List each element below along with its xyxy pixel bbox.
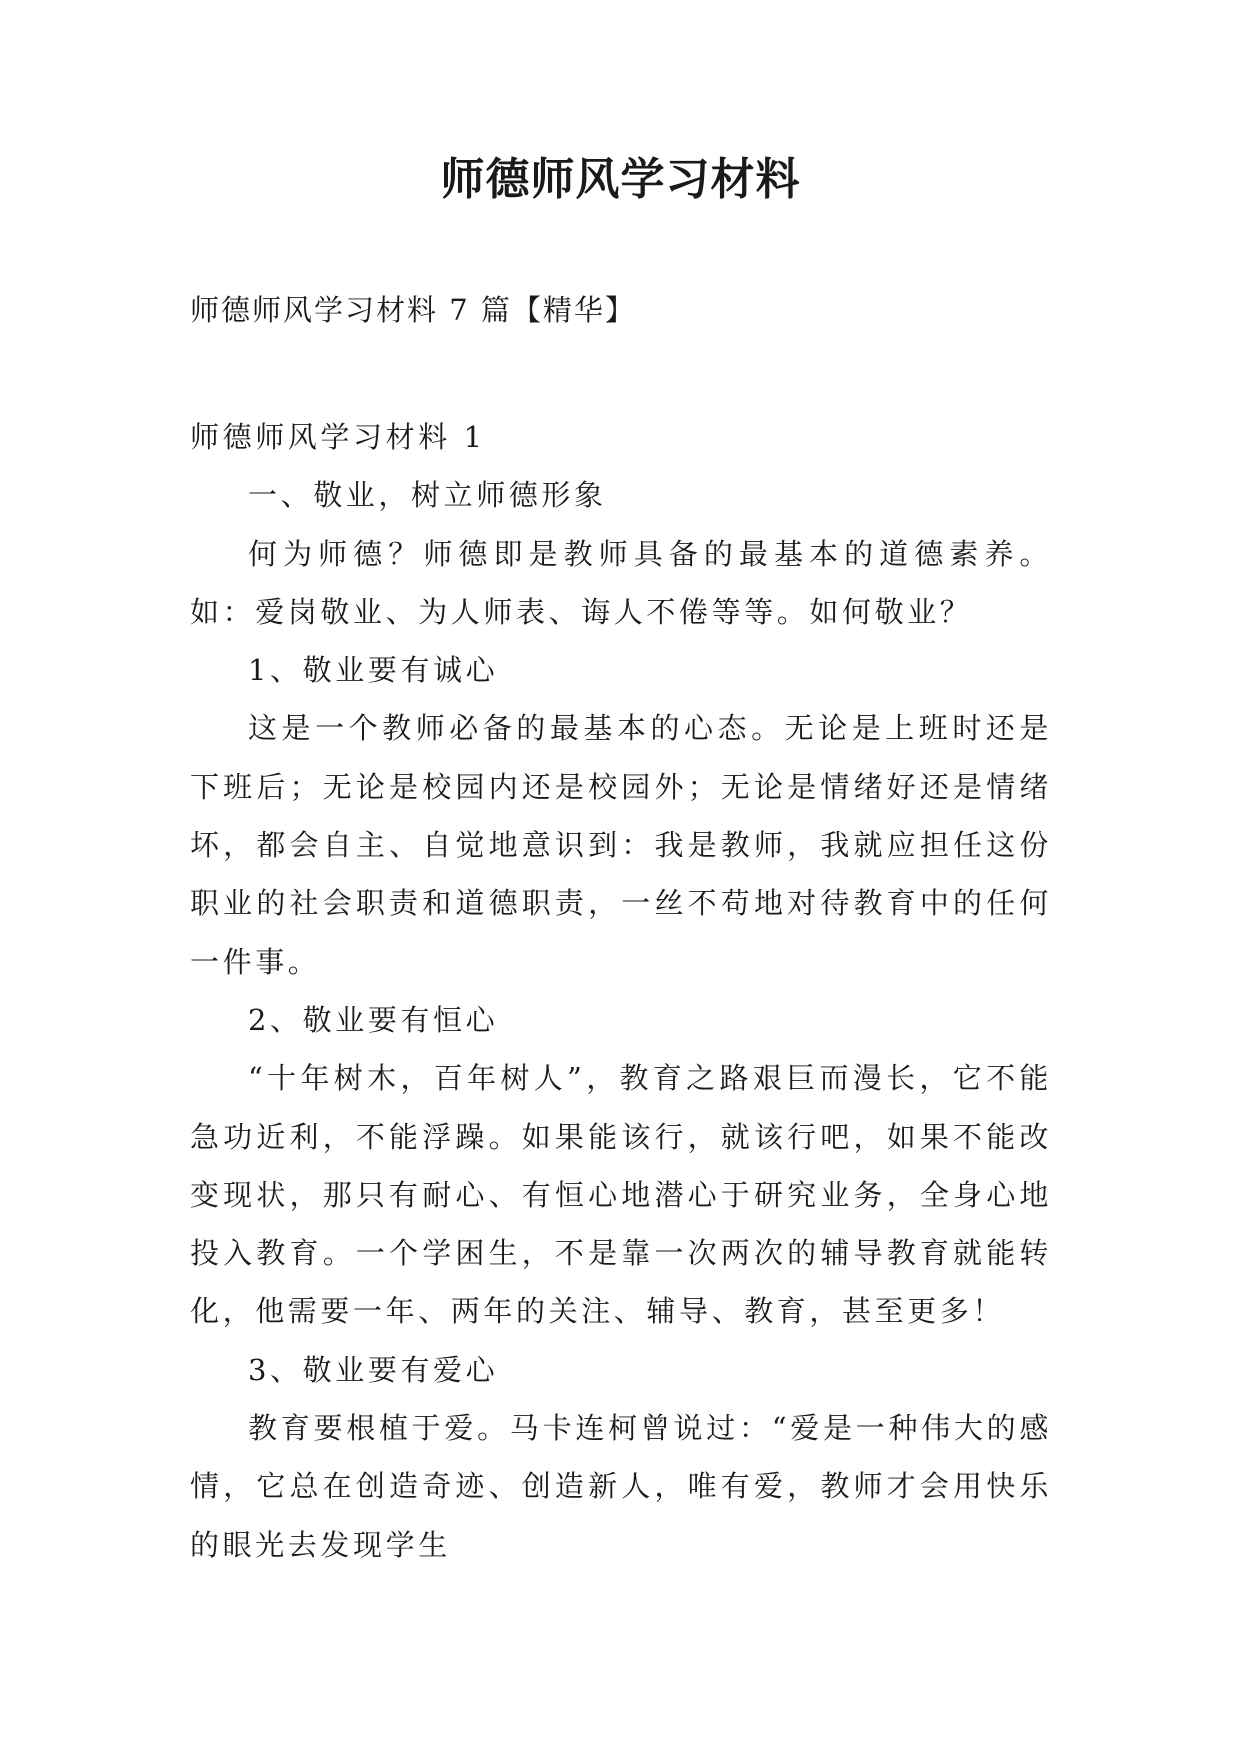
document-title: 师德师风学习材料: [440, 154, 801, 205]
document-subtitle: 师德师风学习材料 7 篇【精华】: [190, 293, 636, 327]
list-heading: 1、敬业要有诚心: [248, 653, 499, 688]
section-heading: 师德师风学习材料 1: [190, 420, 486, 454]
list-heading: 2、敬业要有恒心: [248, 1002, 499, 1037]
document-body: [190, 408, 1052, 1574]
body-paragraph: 何为师德？师德即是教师具备的最基本的道德素养。如：爱岗敬业、为人师表、诲人不倦等等。如何敬业？: [190, 536, 1052, 629]
body-paragraph: “十年树木，百年树人”，教育之路艰巨而漫长，它不能急功近利，不能浮躁。如果能该行，就该行吧，如果不能改变现状，那只有耐心、有恒心地潜心于研究业务，全身心地投入教育。一个学困生，不是靠一次两次的辅导教育就能转化，他需要一年、两年的关注、辅导、教育，甚至更多！: [190, 1061, 1052, 1329]
list-heading: 3、敬业要有爱心: [248, 1352, 499, 1387]
subsection-heading: 一、敬业，树立师德形象: [248, 478, 607, 513]
body-paragraph: 教育要根植于爱。马卡连柯曾说过：“爱是一种伟大的感情，它总在创造奇迹、创造新人，唯有爱，教师才会用快乐的眼光去发现学生: [190, 1411, 1052, 1562]
body-paragraph: 这是一个教师必备的最基本的心态。无论是上班时还是下班后；无论是校园内还是校园外；无论是情绪好还是情绪坏，都会自主、自觉地意识到：我是教师，我就应担任这份职业的社会职责和道德职责，一丝不苟地对待教育中的任何一件事。: [190, 711, 1052, 979]
